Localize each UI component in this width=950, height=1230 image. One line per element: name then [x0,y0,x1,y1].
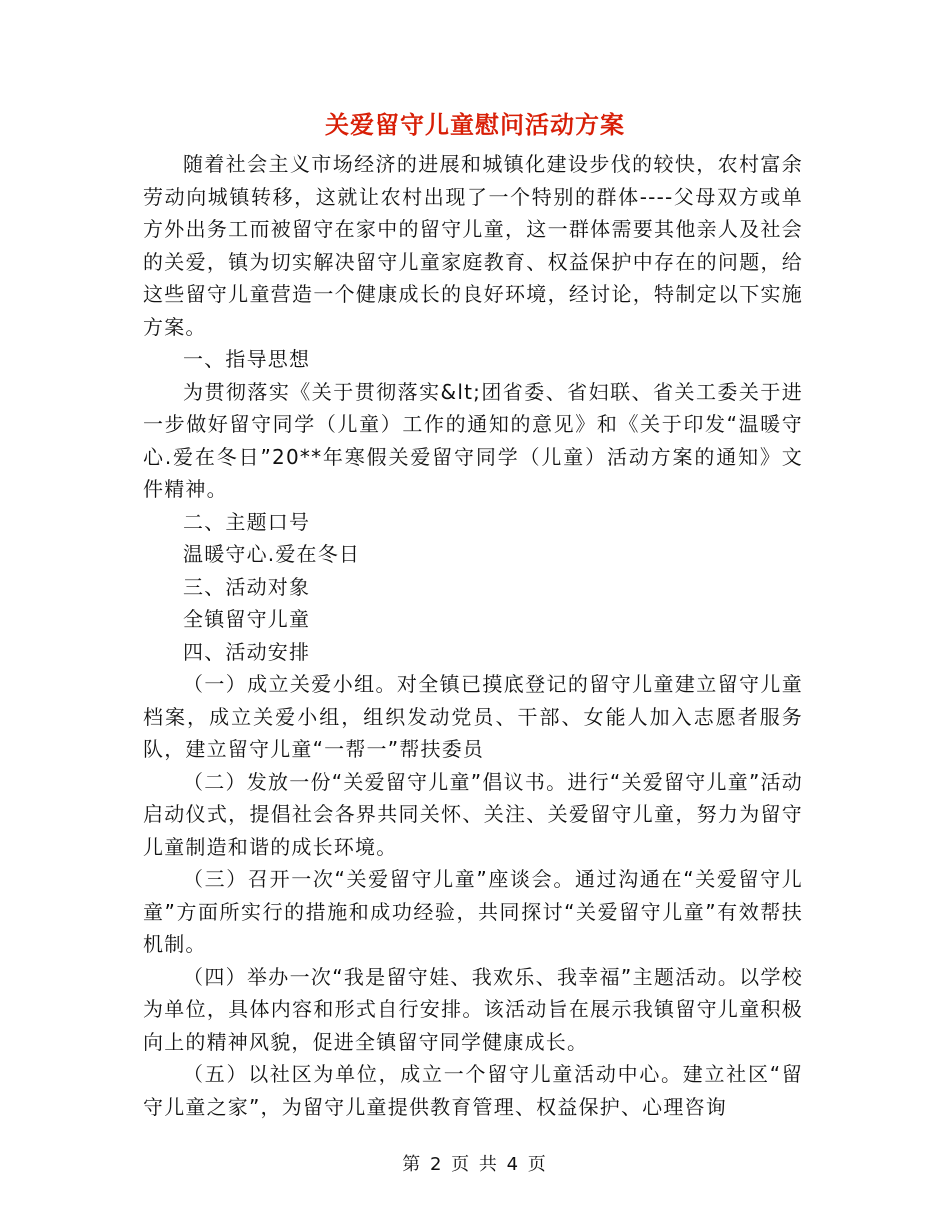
paragraph-arrangement-2: （二）发放一份“关爱留守儿童”倡议书。进行“关爱留守儿童”活动启动仪式，提倡社会各界共同关怀、关注、关爱留守儿童，努力为留守儿童制造和谐的成长环境。 [143,769,803,859]
paragraph-intro: 随着社会主义市场经济的进展和城镇化建设步伐的较快，农村富余劳动向城镇转移，这就让农村出现了一个特别的群体----父母双方或单方外出务工而被留守在家中的留守儿童，这一群体需要其他亲人及社会的关爱，镇为切实解决留守儿童家庭教育、权益保护中存在的问题，给这些留守儿童营造一个健康成长的良好环境，经讨论，特制定以下实施方案。 [143,152,803,339]
paragraph-arrangement-1: （一）成立关爱小组。对全镇已摸底登记的留守儿童建立留守儿童档案，成立关爱小组，组织发动党员、干部、女能人加入志愿者服务队，建立留守儿童“一帮一”帮扶委员 [143,672,803,761]
paragraph-arrangement-4: （四）举办一次“我是留守娃、我欢乐、我幸福”主题活动。以学校为单位，具体内容和形式自行安排。该活动旨在展示我镇留守儿童积极向上的精神风貌，促进全镇留守同学健康成长。 [143,964,803,1054]
section-heading-activity-target: 三、活动对象 [183,574,311,599]
paragraph-theme-slogan: 温暖守心.爱在冬日 [183,542,361,566]
section-heading-activity-arrangement: 四、活动安排 [183,639,311,664]
section-heading-theme-slogan: 二、主题口号 [183,509,311,534]
paragraph-activity-target: 全镇留守儿童 [183,607,311,631]
document-body [143,148,803,1123]
paragraph-arrangement-3: （三）召开一次“关爱留守儿童”座谈会。通过沟通在“关爱留守儿童”方面所实行的措施和成功经验，共同探讨“关爱留守儿童”有效帮扶机制。 [143,867,803,956]
paragraph-guiding-ideology: 为贯彻落实《关于贯彻落实&lt;团省委、省妇联、省关工委关于进一步做好留守同学（儿童）工作的通知的意见》和《关于印发“温暖守心.爱在冬日”20**年寒假关爱留守同学（儿童）活动方案的通知》文件精神。 [143,379,803,501]
paragraph-arrangement-5: （五）以社区为单位，成立一个留守儿童活动中心。建立社区“留守儿童之家”，为留守儿童提供教育管理、权益保护、心理咨询 [143,1062,803,1119]
page-footer: 第 2 页 共 4 页 [402,1154,548,1175]
document-title: 关爱留守儿童慰问活动方案 [325,111,625,139]
section-heading-guiding-ideology: 一、指导思想 [183,347,311,371]
